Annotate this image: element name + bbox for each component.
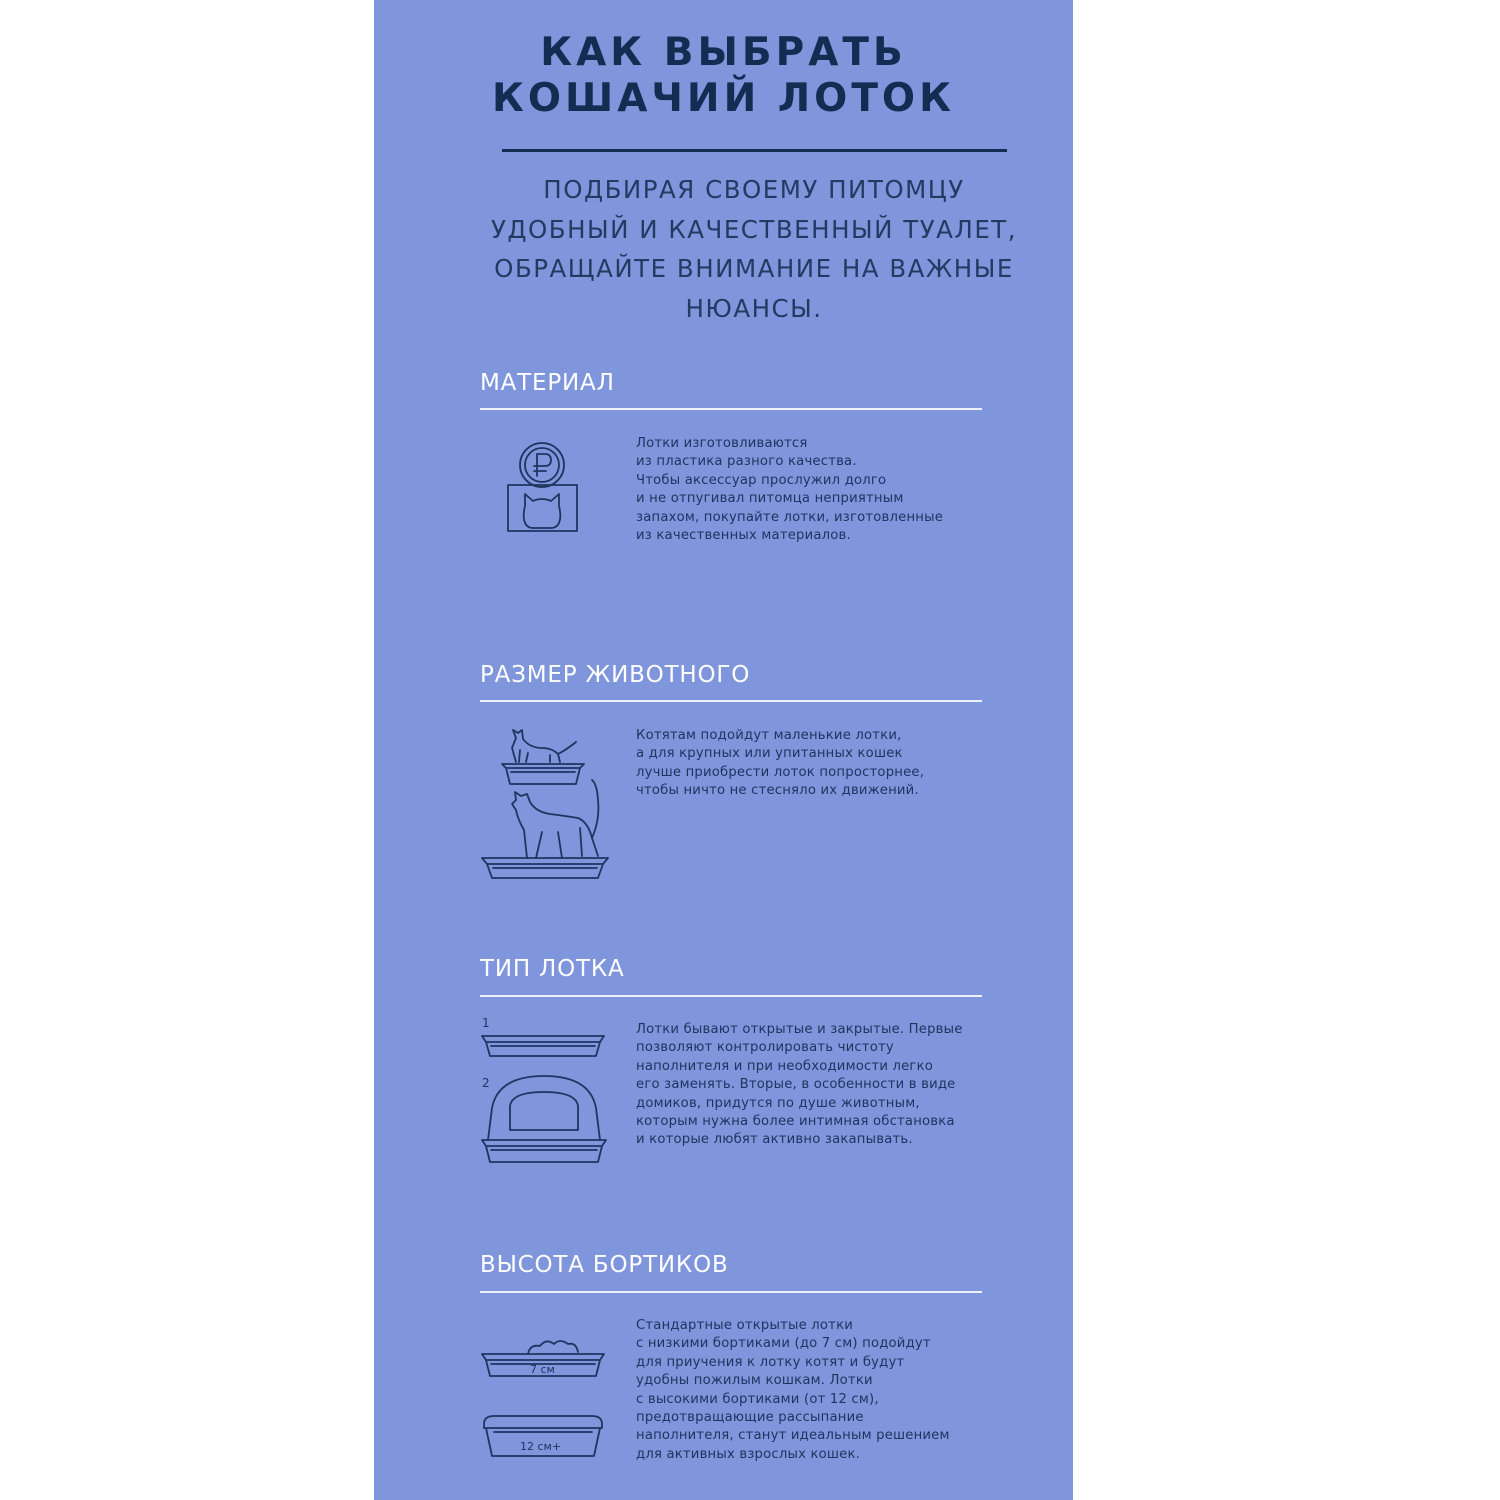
text-line: из пластика разного качества. (636, 454, 857, 470)
section-divider (480, 408, 982, 410)
title-line: КОШАЧИЙ ЛОТОК (492, 76, 955, 121)
section-title-animal-size: РАЗМЕР ЖИВОТНОГО (480, 662, 751, 688)
section-title-wall-height: ВЫСОТА БОРТИКОВ (480, 1252, 729, 1278)
text-line: удобны пожилым кошкам. Лотки (636, 1373, 873, 1389)
text-line: его заменять. Вторые, в особенности в виде (636, 1077, 956, 1093)
text-line: чтобы ничто не стесняло их движений. (636, 783, 919, 799)
text-line: Котятам подойдут маленькие лотки, (636, 728, 902, 743)
text-line: позволяют контролировать чистоту (636, 1040, 894, 1056)
title-divider (502, 149, 1007, 152)
text-line: Лотки бывают открытые и закрытые. Первые (636, 1022, 963, 1037)
section-divider (480, 995, 982, 997)
text-line: домиков, придутся по душе животным, (636, 1095, 920, 1111)
text-line: с низкими бортиками (до 7 см) подойдут (636, 1336, 931, 1352)
intro-line: НЮАНСЫ. (685, 293, 823, 323)
text-line: из качественных материалов. (636, 528, 851, 544)
tray-type-label-1: 1 (482, 1016, 490, 1030)
intro-line: УДОБНЫЙ И КАЧЕСТВЕННЫЙ ТУАЛЕТ, (490, 214, 1018, 244)
section-text-animal-size (636, 727, 996, 801)
text-line: для приучения к лотку котят и будут (636, 1354, 905, 1370)
intro-line: ОБРАЩАЙТЕ ВНИМАНИЕ НА ВАЖНЫЕ (494, 254, 1014, 283)
tray-height-label-12cm: 12 см+ (520, 1440, 562, 1453)
infographic-panel (374, 0, 1073, 1500)
ruble-coin-cat-box-icon (504, 440, 584, 535)
intro-line: ПОДБИРАЯ СВОЕМУ ПИТОМЦУ (543, 175, 965, 204)
text-line: и которые любят активно закапывать. (636, 1132, 913, 1148)
text-line: с высокими бортиками (от 12 см), (636, 1391, 879, 1407)
text-line: лучше приобрести лоток попросторнее, (636, 764, 925, 780)
section-text-tray-type (636, 1021, 996, 1150)
intro-text (464, 170, 1044, 328)
section-divider (480, 700, 982, 702)
page-title (374, 30, 1073, 122)
tray-height-label-7cm: 7 см (530, 1363, 555, 1376)
text-line: для активных взрослых кошек. (636, 1446, 861, 1462)
text-line: запахом, покупайте лотки, изготовленные (636, 509, 944, 525)
section-text-wall-height (636, 1317, 996, 1464)
section-title-tray-type: ТИП ЛОТКА (480, 956, 625, 982)
text-line: а для крупных или упитанных кошек (636, 746, 903, 762)
text-line: наполнителя, станут идеальным решением (636, 1428, 950, 1444)
text-line: Чтобы аксессуар прослужил долго (636, 472, 887, 488)
open-and-closed-tray-icon (480, 1030, 615, 1170)
section-divider (480, 1291, 982, 1293)
section-title-material: МАТЕРИАЛ (480, 370, 615, 396)
tray-type-label-2: 2 (482, 1076, 490, 1090)
tray-heights-icon (480, 1330, 615, 1465)
text-line: предотвращающие рассыпание (636, 1410, 864, 1426)
section-text-material (636, 435, 996, 545)
text-line: наполнителя и при необходимости легко (636, 1058, 933, 1074)
cats-in-trays-icon (480, 720, 615, 885)
text-line: которым нужна более интимная обстановка (636, 1114, 955, 1130)
text-line: Стандартные открытые лотки (636, 1318, 853, 1333)
text-line: Лотки изготовливаются (636, 436, 808, 451)
text-line: и не отпугивал питомца неприятным (636, 491, 904, 507)
title-line: КАК ВЫБРАТЬ (540, 30, 907, 75)
